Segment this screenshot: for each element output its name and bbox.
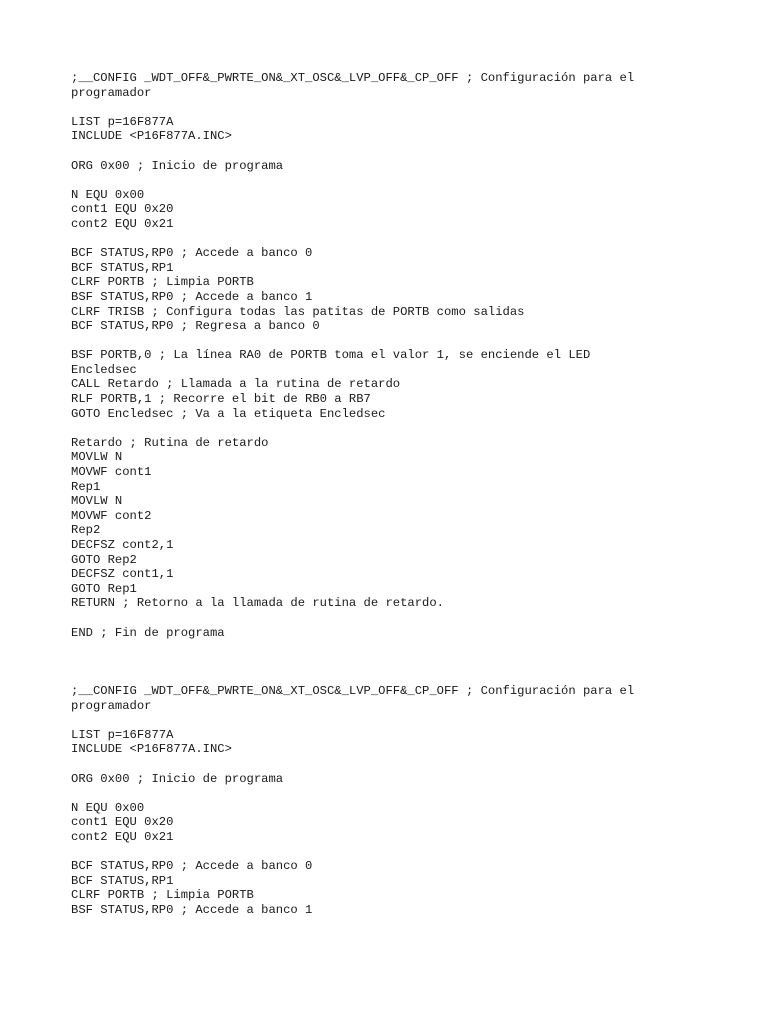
code-line: DECFSZ cont1,1 — [71, 567, 174, 582]
code-block — [71, 188, 751, 232]
code-block — [71, 436, 751, 611]
code-line: CLRF TRISB ; Configura todas las patitas de PORTB como salidas — [71, 304, 525, 319]
code-line: DECFSZ cont2,1 — [71, 538, 174, 552]
code-line: RETURN ; Retorno a la llamada de rutina de retardo. — [71, 596, 444, 611]
code-line: BCF STATUS,RP0 ; Accede a banco 0 — [71, 859, 313, 874]
code-line: CLRF PORTB ; Limpia PORTB — [71, 888, 254, 903]
code-line: LIST p=16F877A — [71, 727, 174, 742]
section-gap — [71, 640, 751, 684]
code-line: Retardo ; Rutina de retardo — [71, 435, 269, 450]
code-line: BCF STATUS,RP1 — [71, 260, 174, 275]
code-line: ;__CONFIG _WDT_OFF&_PWRTE_ON&_XT_OSC&_LVP_OFF&_CP_OFF ; Configuración para el — [71, 71, 635, 85]
code-line: BSF STATUS,RP0 ; Accede a banco 1 — [71, 289, 313, 304]
code-line: END ; Fin de programa — [71, 625, 225, 640]
code-line: cont2 EQU 0x21 — [71, 829, 174, 844]
code-line: Rep2 — [71, 523, 101, 538]
code-line: cont1 EQU 0x20 — [71, 202, 174, 217]
code-line: programador — [71, 698, 152, 713]
code-line: ORG 0x00 ; Inicio de programa — [71, 771, 284, 786]
code-line: MOVWF cont1 — [71, 465, 152, 480]
code-line: BCF STATUS,RP1 — [71, 873, 174, 888]
code-block — [71, 71, 751, 100]
code-block — [71, 626, 751, 641]
code-block — [71, 801, 751, 845]
code-line: cont2 EQU 0x21 — [71, 216, 174, 231]
code-line: GOTO Rep1 — [71, 581, 137, 596]
code-line: RLF PORTB,1 ; Recorre el bit de RB0 a RB7 — [71, 392, 371, 407]
code-line: Rep1 — [71, 479, 101, 494]
code-line: BSF PORTB,0 ; La línea RA0 de PORTB toma el valor 1, se enciende el LED — [71, 348, 591, 363]
code-line: BSF STATUS,RP0 ; Accede a banco 1 — [71, 902, 313, 917]
code-block — [71, 772, 751, 787]
code-line: GOTO Rep2 — [71, 552, 137, 567]
code-block — [71, 348, 751, 421]
code-line: MOVLW N — [71, 450, 123, 465]
code-line: N EQU 0x00 — [71, 800, 145, 815]
code-line: BCF STATUS,RP0 ; Accede a banco 0 — [71, 246, 313, 261]
code-line: MOVWF cont2 — [71, 508, 152, 523]
code-line: BCF STATUS,RP0 ; Regresa a banco 0 — [71, 319, 320, 334]
code-line: CALL Retardo ; Llamada a la rutina de retardo — [71, 377, 401, 392]
code-line: INCLUDE <P16F877A.INC> — [71, 129, 232, 144]
code-listing — [71, 71, 751, 917]
code-line: CLRF PORTB ; Limpia PORTB — [71, 275, 254, 290]
code-block — [71, 159, 751, 174]
code-block — [71, 246, 751, 334]
code-section — [71, 71, 751, 640]
code-line: programador — [71, 85, 152, 100]
code-block — [71, 728, 751, 757]
code-block — [71, 859, 751, 917]
code-line: LIST p=16F877A — [71, 114, 174, 129]
code-line: Encledsec — [71, 362, 137, 377]
code-block — [71, 684, 751, 713]
code-block — [71, 115, 751, 144]
document-page — [71, 71, 751, 917]
code-section — [71, 684, 751, 918]
code-line: N EQU 0x00 — [71, 187, 145, 202]
code-line: MOVLW N — [71, 494, 123, 509]
code-line: INCLUDE <P16F877A.INC> — [71, 742, 232, 757]
code-line: cont1 EQU 0x20 — [71, 815, 174, 830]
code-line: ;__CONFIG _WDT_OFF&_PWRTE_ON&_XT_OSC&_LVP_OFF&_CP_OFF ; Configuración para el — [71, 683, 635, 698]
code-line: ORG 0x00 ; Inicio de programa — [71, 158, 284, 173]
code-line: GOTO Encledsec ; Va a la etiqueta Encledsec — [71, 406, 386, 421]
